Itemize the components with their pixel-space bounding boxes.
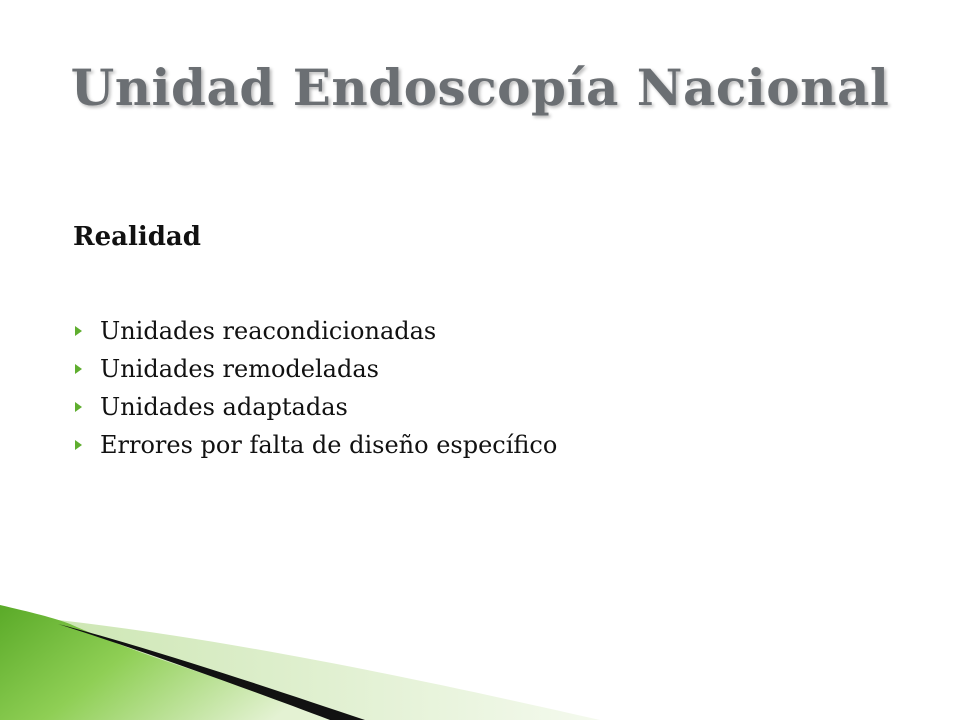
triangle-bullet-icon bbox=[75, 402, 82, 412]
list-item bbox=[73, 350, 557, 388]
list-item bbox=[73, 388, 557, 426]
triangle-bullet-icon bbox=[75, 440, 82, 450]
slide-title: Unidad Endoscopía Nacional bbox=[70, 58, 890, 117]
section-heading: Realidad bbox=[73, 222, 201, 252]
list-item-text: Errores por falta de diseño específico bbox=[100, 431, 558, 459]
list-item-text: Unidades remodeladas bbox=[100, 355, 379, 383]
triangle-bullet-icon bbox=[75, 326, 82, 336]
list-item bbox=[73, 312, 557, 350]
decorative-corner-swoosh bbox=[0, 600, 600, 720]
triangle-bullet-icon bbox=[75, 364, 82, 374]
list-item bbox=[73, 426, 557, 464]
bullet-list bbox=[73, 312, 557, 464]
list-item-text: Unidades adaptadas bbox=[100, 393, 348, 421]
list-item-text: Unidades reacondicionadas bbox=[100, 317, 437, 345]
